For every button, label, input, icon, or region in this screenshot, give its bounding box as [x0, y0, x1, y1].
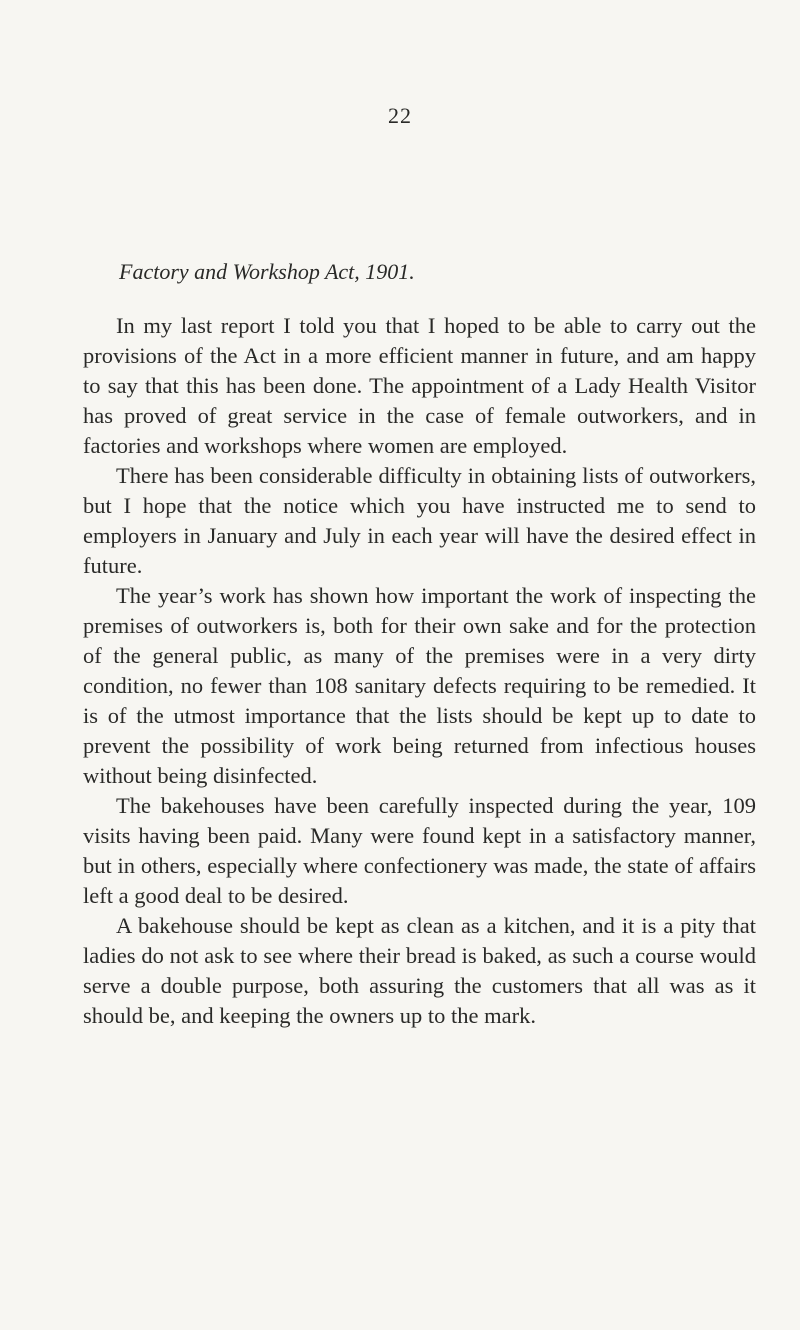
section-heading: Factory and Workshop Act, 1901.	[119, 259, 415, 284]
page-number: 22	[388, 103, 412, 128]
paragraph-1: In my last report I told you that I hoped to be able to carry out the provisions of the Act in a more efficient manner in future, and am happy to say that this has been done. The appointment of a Lady Health Visitor has proved of great service in the case of female outworkers, and in factories and workshops where women are employed.	[83, 313, 756, 458]
paragraph-4: The bakehouses have been carefully inspected during the year, 109 visits having been paid. Many were found kept in a satisfactory manner, but in others, especially where confectionery was made, the state of affairs left a good deal to be desired.	[83, 793, 756, 908]
paragraph-3: The year’s work has shown how important the work of inspecting the premises of outworkers is, both for their own sake and for the protection of the general public, as many of the premises were in a very dirty condition, no fewer than 108 sanitary defects requiring to be remedied. It is of the utmost importance that the lists should be kept up to date to prevent the possibility of work being returned from infectious houses without being disinfected.	[83, 583, 756, 788]
body-text	[83, 311, 756, 1031]
paragraph-2: There has been considerable difficulty in obtaining lists of outworkers, but I hope that the notice which you have instructed me to send to employers in January and July in each year will have the desired effect in future.	[83, 463, 756, 578]
paragraph-5: A bakehouse should be kept as clean as a kitchen, and it is a pity that ladies do not ask to see where their bread is baked, as such a course would serve a double purpose, both assuring the customers that all was as it should be, and keeping the owners up to the mark.	[83, 913, 756, 1028]
